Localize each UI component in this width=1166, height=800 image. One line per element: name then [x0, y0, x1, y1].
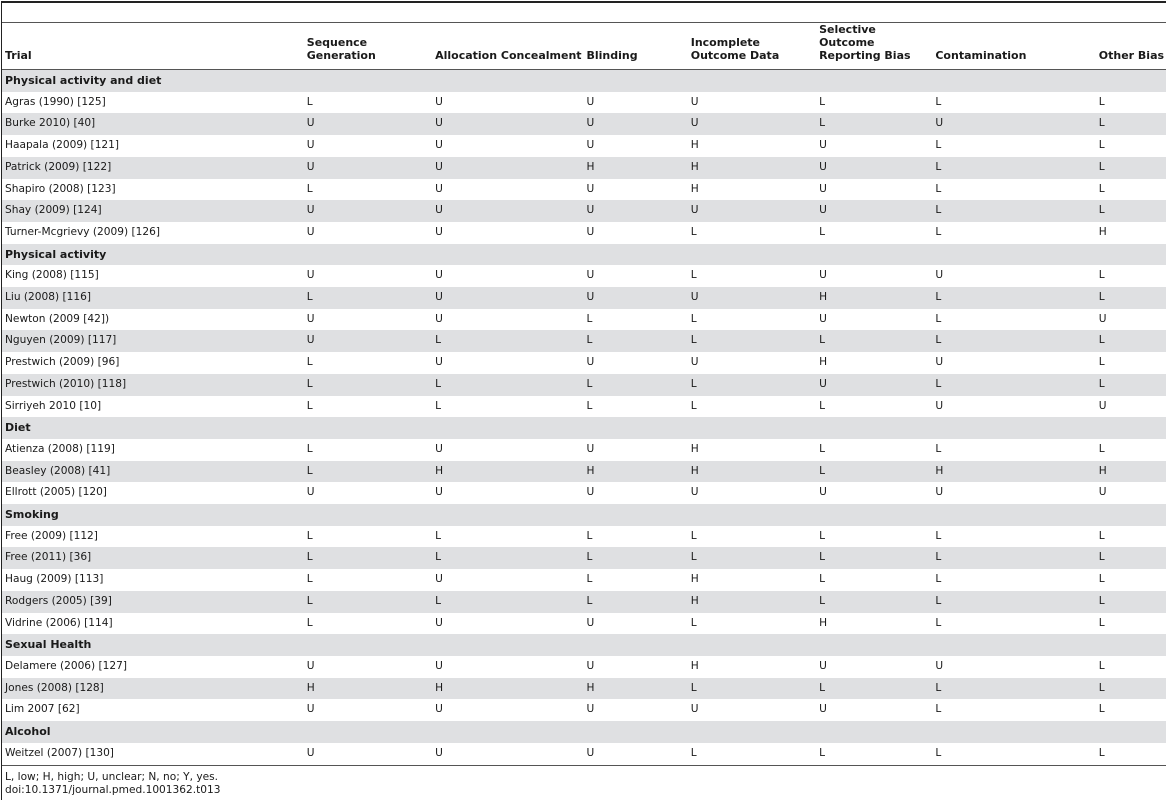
table-row: [2, 526, 1166, 548]
cell-blinding: U: [586, 659, 595, 672]
table-row: [2, 265, 1166, 287]
group-header-row: [2, 417, 1166, 439]
cell-selective-outcome-reporting-bias: L: [819, 573, 825, 586]
cell-trial: Burke 2010) [40]: [2, 113, 304, 135]
cell-selective-outcome-reporting-bias: L: [816, 591, 932, 613]
table-row: [2, 569, 1166, 591]
cell-incomplete-outcome-data: L: [688, 678, 816, 700]
cell-trial: Rodgers (2005) [39]: [2, 591, 304, 613]
cell-trial: Shay (2009) [124]: [2, 200, 304, 222]
cell-contamination: L: [932, 287, 1095, 309]
header-blinding: Blinding: [583, 23, 687, 70]
cell-selective-outcome-reporting-bias: L: [816, 113, 932, 135]
cell-sequence-generation: U: [306, 139, 315, 152]
cell-trial: Free (2009) [112]: [5, 529, 98, 542]
cell-trial: Lim 2007 [62]: [5, 703, 80, 716]
cell-incomplete-outcome-data: U: [690, 356, 699, 369]
cell-sequence-generation: L: [304, 461, 432, 483]
cell-contamination: L: [932, 591, 1095, 613]
cell-contamination: L: [935, 312, 942, 325]
cell-other-bias: L: [1098, 442, 1105, 455]
cell-incomplete-outcome-data: L: [688, 547, 816, 569]
cell-other-bias: L: [1098, 95, 1105, 108]
cell-incomplete-outcome-data: U: [688, 200, 816, 222]
cell-contamination: L: [932, 200, 1095, 222]
cell-contamination: U: [932, 113, 1095, 135]
cell-blinding: L: [586, 529, 593, 542]
cell-allocation-concealment: U: [435, 486, 443, 499]
cell-selective-outcome-reporting-bias: U: [819, 182, 827, 195]
cell-contamination: L: [932, 678, 1095, 700]
cell-sequence-generation: U: [304, 113, 432, 135]
cell-selective-outcome-reporting-bias: H: [819, 616, 828, 629]
header-trial: Trial: [2, 23, 304, 70]
cell-contamination: U: [935, 356, 944, 369]
cell-contamination: L: [935, 616, 942, 629]
cell-blinding: U: [586, 139, 595, 152]
cell-selective-outcome-reporting-bias: L: [819, 442, 825, 455]
top-rule: [2, 1, 1166, 3]
cell-blinding: U: [586, 356, 595, 369]
cell-incomplete-outcome-data: L: [688, 374, 816, 396]
cell-allocation-concealment: U: [435, 703, 443, 716]
cell-other-bias: L: [1096, 591, 1166, 613]
cell-other-bias: L: [1098, 529, 1105, 542]
table-row: [2, 613, 1166, 635]
cell-incomplete-outcome-data: L: [690, 269, 697, 282]
cell-incomplete-outcome-data: H: [688, 157, 816, 179]
cell-sequence-generation: L: [304, 374, 432, 396]
cell-sequence-generation: U: [304, 157, 432, 179]
cell-contamination: L: [935, 95, 942, 108]
cell-trial: Atienza (2008) [119]: [5, 442, 115, 455]
table-body: [2, 70, 1166, 766]
cell-allocation-concealment: U: [435, 356, 443, 369]
cell-trial: Weitzel (2007) [130]: [2, 743, 304, 765]
cell-incomplete-outcome-data: H: [690, 182, 699, 195]
header-sequence-generation: Sequence Generation: [304, 23, 432, 70]
cell-other-bias: L: [1096, 678, 1166, 700]
cell-sequence-generation: U: [306, 659, 315, 672]
cell-sequence-generation: L: [306, 616, 313, 629]
cell-trial: King (2008) [115]: [5, 269, 99, 282]
cell-blinding: L: [583, 374, 687, 396]
cell-incomplete-outcome-data: H: [690, 442, 699, 455]
cell-allocation-concealment: L: [432, 330, 583, 352]
cell-contamination: L: [935, 139, 942, 152]
cell-other-bias: L: [1096, 200, 1166, 222]
cell-trial: Beasley (2008) [41]: [2, 461, 304, 483]
table-row: [2, 309, 1166, 331]
cell-trial: Nguyen (2009) [117]: [2, 330, 304, 352]
table-row: [2, 396, 1166, 418]
cell-allocation-concealment: L: [432, 547, 583, 569]
cell-other-bias: L: [1096, 287, 1166, 309]
cell-blinding: H: [583, 678, 687, 700]
cell-trial: Free (2011) [36]: [2, 547, 304, 569]
header-selective-outcome-reporting-bias: Selective Outcome Reporting Bias: [816, 23, 932, 70]
cell-other-bias: U: [1098, 312, 1107, 325]
cell-incomplete-outcome-data: U: [688, 287, 816, 309]
cell-other-bias: L: [1098, 573, 1105, 586]
group-header-row: [2, 70, 1166, 92]
cell-blinding: H: [583, 157, 687, 179]
cell-other-bias: L: [1098, 659, 1105, 672]
group-title: Physical activity: [2, 244, 1166, 266]
cell-incomplete-outcome-data: L: [690, 225, 697, 238]
cell-contamination: L: [935, 182, 942, 195]
table-row: [2, 591, 1166, 613]
cell-incomplete-outcome-data: H: [690, 139, 699, 152]
cell-contamination: U: [935, 399, 944, 412]
cell-trial: Turner-Mcgrievy (2009) [126]: [5, 225, 160, 238]
cell-incomplete-outcome-data: H: [688, 591, 816, 613]
cell-blinding: L: [583, 547, 687, 569]
table-row: [2, 113, 1166, 135]
cell-sequence-generation: U: [306, 269, 315, 282]
cell-sequence-generation: H: [304, 678, 432, 700]
cell-other-bias: L: [1098, 356, 1105, 369]
table-row: [2, 222, 1166, 244]
group-header-row: [2, 244, 1166, 266]
table-row: [2, 179, 1166, 201]
cell-other-bias: L: [1098, 703, 1105, 716]
cell-contamination: L: [935, 442, 942, 455]
table-footer: [5, 771, 221, 797]
cell-selective-outcome-reporting-bias: L: [819, 529, 825, 542]
cell-other-bias: L: [1098, 269, 1105, 282]
cell-other-bias: L: [1096, 330, 1166, 352]
header-incomplete-outcome-data: Incomplete Outcome Data: [688, 23, 816, 70]
cell-other-bias: L: [1096, 743, 1166, 765]
cell-contamination: L: [932, 330, 1095, 352]
cell-selective-outcome-reporting-bias: L: [819, 95, 825, 108]
cell-allocation-concealment: U: [432, 743, 583, 765]
cell-other-bias: U: [1098, 486, 1107, 499]
cell-trial: Delamere (2006) [127]: [5, 659, 128, 672]
cell-incomplete-outcome-data: U: [688, 113, 816, 135]
cell-incomplete-outcome-data: L: [688, 743, 816, 765]
table-row: [2, 135, 1166, 157]
cell-blinding: U: [586, 95, 595, 108]
cell-allocation-concealment: U: [435, 95, 443, 108]
cell-allocation-concealment: U: [435, 182, 443, 195]
table-row: [2, 656, 1166, 678]
cell-allocation-concealment: U: [432, 113, 583, 135]
cell-blinding: H: [583, 461, 687, 483]
cell-blinding: L: [586, 399, 593, 412]
cell-sequence-generation: U: [306, 312, 315, 325]
cell-selective-outcome-reporting-bias: L: [816, 743, 932, 765]
cell-sequence-generation: L: [306, 399, 313, 412]
cell-blinding: U: [586, 703, 595, 716]
cell-contamination: L: [932, 743, 1095, 765]
cell-sequence-generation: U: [306, 703, 315, 716]
table-row: [2, 482, 1166, 504]
cell-contamination: U: [935, 269, 944, 282]
cell-other-bias: L: [1096, 374, 1166, 396]
cell-allocation-concealment: H: [432, 461, 583, 483]
cell-incomplete-outcome-data: U: [690, 95, 699, 108]
table-row: [2, 678, 1166, 700]
cell-blinding: U: [586, 442, 595, 455]
cell-allocation-concealment: U: [435, 616, 443, 629]
cell-blinding: L: [583, 591, 687, 613]
cell-trial: Vidrine (2006) [114]: [5, 616, 113, 629]
doi-text: doi:10.1371/journal.pmed.1001362.t013: [5, 784, 221, 796]
cell-selective-outcome-reporting-bias: U: [819, 312, 827, 325]
cell-contamination: U: [935, 486, 944, 499]
cell-sequence-generation: L: [304, 287, 432, 309]
cell-other-bias: H: [1098, 225, 1107, 238]
table-row: [2, 439, 1166, 461]
cell-other-bias: H: [1096, 461, 1166, 483]
table-row: [2, 200, 1166, 222]
cell-contamination: L: [935, 573, 942, 586]
cell-selective-outcome-reporting-bias: L: [816, 547, 932, 569]
cell-selective-outcome-reporting-bias: U: [819, 659, 827, 672]
cell-selective-outcome-reporting-bias: L: [816, 330, 932, 352]
group-title: Sexual Health: [2, 634, 1166, 656]
cell-trial: Sirriyeh 2010 [10]: [5, 399, 102, 412]
cell-allocation-concealment: U: [435, 573, 443, 586]
cell-allocation-concealment: U: [435, 312, 443, 325]
cell-sequence-generation: L: [306, 182, 313, 195]
cell-allocation-concealment: L: [432, 374, 583, 396]
cell-trial: Jones (2008) [128]: [2, 678, 304, 700]
cell-selective-outcome-reporting-bias: U: [819, 139, 827, 152]
cell-trial: Prestwich (2009) [96]: [5, 356, 120, 369]
group-header-row: [2, 504, 1166, 526]
cell-selective-outcome-reporting-bias: H: [816, 287, 932, 309]
cell-blinding: U: [583, 743, 687, 765]
cell-selective-outcome-reporting-bias: U: [819, 703, 827, 716]
cell-blinding: U: [586, 225, 595, 238]
cell-selective-outcome-reporting-bias: U: [816, 200, 932, 222]
cell-allocation-concealment: L: [435, 529, 441, 542]
header-other-bias: Other Bias: [1096, 23, 1166, 70]
cell-blinding: U: [586, 269, 595, 282]
cell-trial: Prestwich (2010) [118]: [2, 374, 304, 396]
cell-selective-outcome-reporting-bias: L: [816, 678, 932, 700]
cell-allocation-concealment: U: [435, 442, 443, 455]
cell-selective-outcome-reporting-bias: L: [816, 461, 932, 483]
cell-contamination: L: [935, 225, 942, 238]
risk-of-bias-table: [2, 22, 1166, 766]
cell-selective-outcome-reporting-bias: L: [819, 399, 825, 412]
cell-allocation-concealment: H: [432, 678, 583, 700]
group-title: Physical activity and diet: [2, 70, 1166, 92]
cell-selective-outcome-reporting-bias: U: [816, 374, 932, 396]
cell-incomplete-outcome-data: H: [688, 461, 816, 483]
cell-other-bias: L: [1096, 113, 1166, 135]
cell-other-bias: L: [1098, 182, 1105, 195]
cell-contamination: L: [932, 157, 1095, 179]
cell-other-bias: L: [1096, 157, 1166, 179]
cell-sequence-generation: L: [304, 547, 432, 569]
cell-sequence-generation: U: [306, 225, 315, 238]
cell-trial: Agras (1990) [125]: [5, 95, 106, 108]
cell-blinding: U: [586, 182, 595, 195]
cell-blinding: L: [586, 312, 593, 325]
cell-trial: Patrick (2009) [122]: [2, 157, 304, 179]
cell-trial: Newton (2009 [42]): [5, 312, 110, 325]
cell-allocation-concealment: U: [432, 157, 583, 179]
cell-blinding: U: [586, 486, 595, 499]
table-row: [2, 330, 1166, 352]
cell-sequence-generation: L: [304, 591, 432, 613]
cell-incomplete-outcome-data: L: [690, 312, 697, 325]
group-header-row: [2, 721, 1166, 743]
cell-incomplete-outcome-data: L: [690, 616, 697, 629]
cell-blinding: L: [583, 330, 687, 352]
cell-incomplete-outcome-data: U: [690, 703, 699, 716]
cell-incomplete-outcome-data: L: [690, 529, 697, 542]
cell-sequence-generation: U: [304, 330, 432, 352]
abbreviation-legend: L, low; H, high; U, unclear; N, no; Y, yes.: [5, 771, 219, 783]
cell-selective-outcome-reporting-bias: L: [819, 225, 825, 238]
cell-contamination: L: [932, 374, 1095, 396]
header-row: [2, 23, 1166, 70]
cell-sequence-generation: U: [306, 486, 315, 499]
cell-sequence-generation: L: [306, 356, 313, 369]
cell-selective-outcome-reporting-bias: U: [816, 157, 932, 179]
cell-sequence-generation: L: [306, 442, 313, 455]
cell-trial: Haug (2009) [113]: [5, 573, 104, 586]
table-row: [2, 743, 1166, 765]
cell-allocation-concealment: L: [432, 591, 583, 613]
cell-blinding: U: [583, 287, 687, 309]
cell-incomplete-outcome-data: L: [688, 330, 816, 352]
cell-incomplete-outcome-data: H: [690, 659, 699, 672]
table-row: [2, 92, 1166, 114]
cell-trial: Haapala (2009) [121]: [5, 139, 120, 152]
cell-allocation-concealment: U: [432, 200, 583, 222]
cell-sequence-generation: L: [306, 573, 313, 586]
cell-incomplete-outcome-data: U: [690, 486, 699, 499]
cell-allocation-concealment: U: [432, 287, 583, 309]
table-row: [2, 157, 1166, 179]
cell-blinding: U: [583, 200, 687, 222]
table-row: [2, 352, 1166, 374]
group-header-row: [2, 634, 1166, 656]
table-row: [2, 374, 1166, 396]
cell-trial: Shapiro (2008) [123]: [5, 182, 116, 195]
cell-incomplete-outcome-data: H: [690, 573, 699, 586]
cell-sequence-generation: U: [304, 200, 432, 222]
cell-contamination: U: [935, 659, 944, 672]
header-allocation-concealment: Allocation Concealment: [432, 23, 583, 70]
header-contamination: Contamination: [932, 23, 1095, 70]
cell-selective-outcome-reporting-bias: U: [819, 486, 827, 499]
cell-selective-outcome-reporting-bias: H: [819, 356, 828, 369]
cell-sequence-generation: L: [306, 95, 313, 108]
cell-allocation-concealment: U: [435, 225, 443, 238]
cell-incomplete-outcome-data: L: [690, 399, 697, 412]
cell-sequence-generation: L: [306, 529, 313, 542]
cell-allocation-concealment: U: [435, 659, 443, 672]
cell-contamination: L: [932, 547, 1095, 569]
cell-other-bias: L: [1098, 139, 1105, 152]
cell-contamination: H: [932, 461, 1095, 483]
cell-blinding: U: [586, 616, 595, 629]
cell-sequence-generation: U: [304, 743, 432, 765]
cell-selective-outcome-reporting-bias: U: [819, 269, 827, 282]
cell-other-bias: L: [1096, 547, 1166, 569]
cell-contamination: L: [935, 703, 942, 716]
cell-contamination: L: [935, 529, 942, 542]
table-row: [2, 699, 1166, 721]
table-row: [2, 287, 1166, 309]
cell-allocation-concealment: L: [435, 399, 441, 412]
cell-blinding: U: [583, 113, 687, 135]
table-row: [2, 547, 1166, 569]
cell-trial: Ellrott (2005) [120]: [5, 486, 107, 499]
cell-trial: Liu (2008) [116]: [2, 287, 304, 309]
table-row: [2, 461, 1166, 483]
group-title: Diet: [2, 417, 1166, 439]
cell-allocation-concealment: U: [435, 269, 443, 282]
cell-blinding: L: [586, 573, 593, 586]
cell-other-bias: L: [1098, 616, 1105, 629]
group-title: Alcohol: [2, 721, 1166, 743]
cell-allocation-concealment: U: [435, 139, 443, 152]
group-title: Smoking: [2, 504, 1166, 526]
cell-other-bias: U: [1098, 399, 1107, 412]
